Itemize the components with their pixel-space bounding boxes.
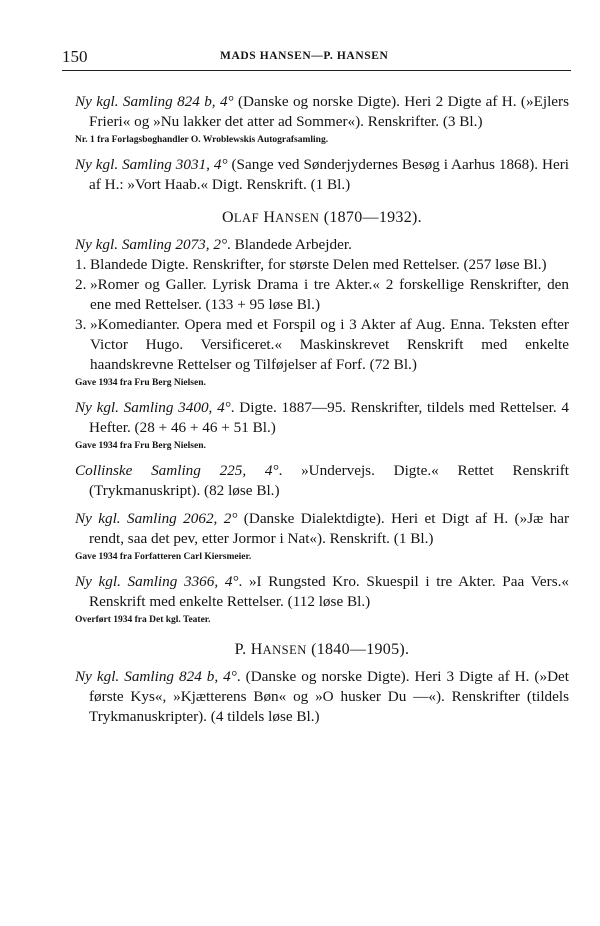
heading-smallcaps: ANSEN xyxy=(262,643,307,657)
entry-description: (Sange ved Sønderjydernes Besøg i Aarhus 1868). Heri af H.: »Vort Haab.« Digt. Renskrift. (1 Bl.) xyxy=(89,156,569,193)
entry-text xyxy=(75,572,569,612)
entry-reference: Ny kgl. Samling 3400, 4° xyxy=(75,399,231,416)
catalog-entry xyxy=(75,155,569,195)
heading-initial: H xyxy=(263,209,276,226)
entry-reference: Ny kgl. Samling 3031, 4° xyxy=(75,156,228,173)
item-number: 1. xyxy=(75,256,87,273)
item-text: Blandede Digte. Renskrifter, for største Delen med Rettelser. (257 løse Bl.) xyxy=(90,256,547,273)
list-item xyxy=(75,275,569,315)
page-header xyxy=(62,47,571,69)
entry-reference: Ny kgl. Samling 824 b, 4° xyxy=(75,668,237,685)
catalog-entry xyxy=(75,667,569,727)
heading-initial: H xyxy=(250,641,263,658)
entry-text xyxy=(75,667,569,727)
entry-text xyxy=(75,461,569,501)
entry-provenance: Overført 1934 fra Det kgl. Teater. xyxy=(75,615,211,625)
entry-text xyxy=(75,398,569,438)
entry-text xyxy=(75,235,569,255)
entry-description: . Digte. 1887—95. Renskrifter, tildels med Rettelser. 4 Hefter. (28 + 46 + 46 + 51 Bl.) xyxy=(89,399,570,436)
entry-description: . (Danske og norske Digte). Heri 3 Digte af H. (»Det første Kys«, »Kjætterens Bøn« og »O husker Du —«). Renskrifter (tildels Trykmanuskripter). (4 tildels løse Bl.) xyxy=(89,668,570,725)
running-head: MADS HANSEN—P. HANSEN xyxy=(220,50,389,62)
entry-provenance: Gave 1934 fra Forfatteren Carl Kiersmeier. xyxy=(75,552,252,562)
item-number: 3. xyxy=(75,316,87,333)
catalog-entry xyxy=(75,461,569,501)
heading-years: (1840—1905). xyxy=(311,641,410,658)
heading-initial: O xyxy=(222,209,234,226)
catalog-entry xyxy=(75,92,569,147)
author-heading xyxy=(75,209,569,227)
entry-provenance: Gave 1934 fra Fru Berg Nielsen. xyxy=(75,378,206,388)
header-rule xyxy=(62,70,571,71)
entry-reference: Collinske Samling 225, 4° xyxy=(75,462,279,479)
catalog-entry xyxy=(75,572,569,627)
entry-text xyxy=(75,155,569,195)
entry-provenance: Nr. 1 fra Forlagsboghandler O. Wroblewskis Autografsamling. xyxy=(75,135,329,145)
heading-smallcaps: LAF xyxy=(233,211,260,225)
heading-initial: P. xyxy=(234,641,247,658)
heading-smallcaps: ANSEN xyxy=(275,211,320,225)
list-item xyxy=(75,315,569,375)
entry-description: . »Undervejs. Digte.« Rettet Renskrift (Trykmanuskript). (82 løse Bl.) xyxy=(89,462,569,499)
item-text: »Komedianter. Opera med et Forspil og i 3 Akter af Aug. Enna. Teksten efter Victor Hugo. Versificeret.« Maskinskrevet Renskrift med enkelte haandskrevne Rettelser og Tilføjelser af Forf. (72 Bl.) xyxy=(90,316,569,373)
catalog-entry xyxy=(75,398,569,453)
entry-description: (Danske Dialektdigte). Heri et Digt af H. (»Jæ har rendt, saa det pev, etter Jormor i Nat«). Renskrift. (1 Bl.) xyxy=(89,510,570,547)
list-item xyxy=(75,255,569,275)
entry-description: . Blandede Arbejder. xyxy=(227,236,352,253)
entry-description: . »I Rungsted Kro. Skuespil i tre Akter. Paa Vers.« Renskrift med enkelte Rettelser. (112 løse Bl.) xyxy=(89,573,569,610)
item-number: 2. xyxy=(75,276,87,293)
entry-reference: Ny kgl. Samling 2062, 2° xyxy=(75,510,238,527)
heading-years: (1870—1932). xyxy=(323,209,422,226)
item-text: »Romer og Galler. Lyrisk Drama i tre Akter.« 2 forskellige Renskrifter, den ene med Rettelser. (133 + 95 løse Bl.) xyxy=(90,276,569,313)
catalog-entry xyxy=(75,509,569,564)
entry-text xyxy=(75,509,569,549)
page-body xyxy=(75,92,569,735)
entry-text xyxy=(75,92,569,132)
author-heading xyxy=(75,641,569,659)
entry-provenance: Gave 1934 fra Fru Berg Nielsen. xyxy=(75,441,206,451)
entry-reference: Ny kgl. Samling 3366, 4° xyxy=(75,573,239,590)
entry-reference: Ny kgl. Samling 824 b, 4° xyxy=(75,93,234,110)
entry-reference: Ny kgl. Samling 2073, 2° xyxy=(75,236,228,253)
catalog-entry xyxy=(75,235,569,390)
page-number: 150 xyxy=(62,47,88,66)
entry-description: (Danske og norske Digte). Heri 2 Digte af H. (»Ejlers Frieri« og »Nu lakker det atter ad Sommer«). Renskrifter. (3 Bl.) xyxy=(89,93,570,130)
entry-items xyxy=(75,255,569,375)
